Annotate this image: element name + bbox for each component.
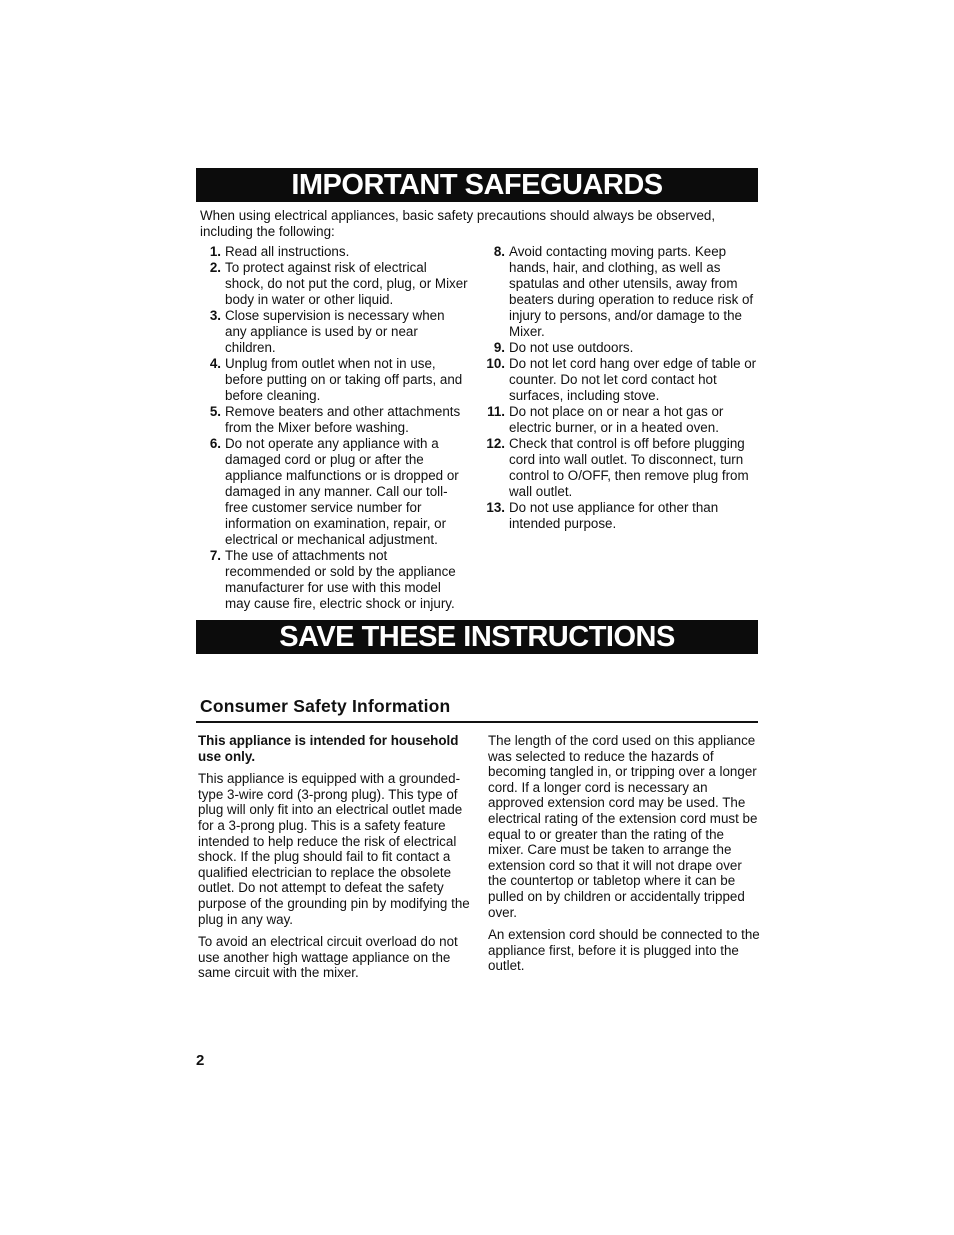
- safeguard-text: Do not operate any appliance with a damaged cord or plug or after the appliance malfunctions or is dropped or damaged in any manner. Call our toll-free customer service number for information on examination, repair, or electrical or mechanical adjustment.: [225, 436, 459, 547]
- circuit-overload-paragraph: To avoid an electrical circuit overload do not use another high wattage appliance on the same circuit with the mixer.: [198, 934, 458, 981]
- safeguard-number: 11.: [487, 404, 505, 419]
- safeguard-item: [200, 244, 468, 260]
- safeguard-item: [200, 356, 468, 404]
- safeguard-number: 7.: [209, 548, 221, 563]
- safeguards-list-left: [200, 244, 468, 612]
- safeguard-text: Check that control is off before plugging cord into wall outlet. To disconnect, turn control to O/OFF, then remove plug from wall outlet.: [509, 436, 749, 499]
- important-safeguards-banner: IMPORTANT SAFEGUARDS: [196, 168, 758, 202]
- grounded-plug-paragraph: This appliance is equipped with a grounded-type 3-wire cord (3-prong plug). This type of plug will only fit into an electrical outlet made for a 3-prong plug. This is a safety feature intended to help reduce the risk of electrical shock. If the plug should fail to fit contact a qualified electrician to replace the obsolete outlet. Do not attempt to defeat the safety purpose of the grounding pin by modifying the plug in any way.: [198, 771, 470, 927]
- safeguard-text: Close supervision is necessary when any appliance is used by or near children.: [225, 308, 445, 355]
- safeguards-list-right: [484, 244, 758, 532]
- save-instructions-banner: SAVE THESE INSTRUCTIONS: [196, 620, 758, 654]
- consumer-column-right: [488, 733, 760, 981]
- heading-rule: [196, 721, 758, 723]
- safeguard-item: [484, 500, 758, 532]
- safeguard-number: 2.: [209, 260, 221, 275]
- safeguard-number: 6.: [209, 436, 221, 451]
- household-use-note: This appliance is intended for household use only.: [198, 733, 459, 764]
- safeguard-number: 13.: [486, 500, 505, 515]
- consumer-column-left: [198, 733, 470, 988]
- safeguard-number: 10.: [486, 356, 505, 371]
- safeguards-intro: When using electrical appliances, basic safety precautions should always be observed, including the following:: [200, 208, 716, 239]
- extension-cord-paragraph: An extension cord should be connected to the appliance first, before it is plugged into the outlet.: [488, 927, 760, 974]
- safeguard-text: The use of attachments not recommended or sold by the appliance manufacturer for use with this model may cause fire, electric shock or injury.: [225, 548, 456, 611]
- safeguard-text: To protect against risk of electrical shock, do not put the cord, plug, or Mixer body in water or other liquid.: [225, 260, 468, 307]
- safeguard-number: 8.: [493, 244, 505, 259]
- safeguard-text: Remove beaters and other attachments from the Mixer before washing.: [225, 404, 461, 435]
- safeguard-item: [484, 356, 758, 404]
- safeguard-text: Do not let cord hang over edge of table or counter. Do not let cord contact hot surfaces, including stove.: [509, 356, 757, 403]
- safeguard-number: 12.: [486, 436, 505, 451]
- safeguard-item: [484, 404, 758, 436]
- safeguard-number: 4.: [209, 356, 221, 371]
- safeguard-text: Do not use appliance for other than intended purpose.: [509, 500, 719, 531]
- safeguard-text: Read all instructions.: [225, 244, 350, 259]
- safeguard-text: Do not place on or near a hot gas or electric burner, or in a heated oven.: [509, 404, 724, 435]
- consumer-safety-heading: Consumer Safety Information: [200, 696, 451, 716]
- safeguard-number: 1.: [209, 244, 221, 259]
- cord-length-paragraph: The length of the cord used on this appliance was selected to reduce the hazards of becoming tangled in, or tripping over a longer cord. If a longer cord is necessary an approved extension cord may be used. The electrical rating of the extension cord must be equal to or greater than the rating of the mixer. Care must be taken to arrange the extension cord so that it will not drape over the countertop or tabletop where it can be pulled on by children or accidentally tripped over.: [488, 733, 758, 920]
- safeguard-item: [200, 404, 468, 436]
- safeguard-text: Do not use outdoors.: [509, 340, 634, 355]
- safeguard-item: [484, 436, 758, 500]
- safeguard-item: [484, 340, 758, 356]
- safeguard-item: [200, 548, 468, 612]
- safeguard-number: 5.: [209, 404, 221, 419]
- safeguard-number: 3.: [209, 308, 221, 323]
- safeguard-text: Avoid contacting moving parts. Keep hands, hair, and clothing, as well as spatulas and other utensils, away from beaters during operation to reduce risk of injury to persons, and/or damage to the Mixer.: [509, 244, 754, 339]
- safeguard-item: [200, 260, 468, 308]
- safeguard-text: Unplug from outlet when not in use, before putting on or taking off parts, and before cleaning.: [225, 356, 463, 403]
- safeguard-item: [484, 244, 758, 340]
- safeguard-item: [200, 308, 468, 356]
- page-number: 2: [196, 1052, 205, 1069]
- safeguard-item: [200, 436, 468, 548]
- safeguard-number: 9.: [493, 340, 505, 355]
